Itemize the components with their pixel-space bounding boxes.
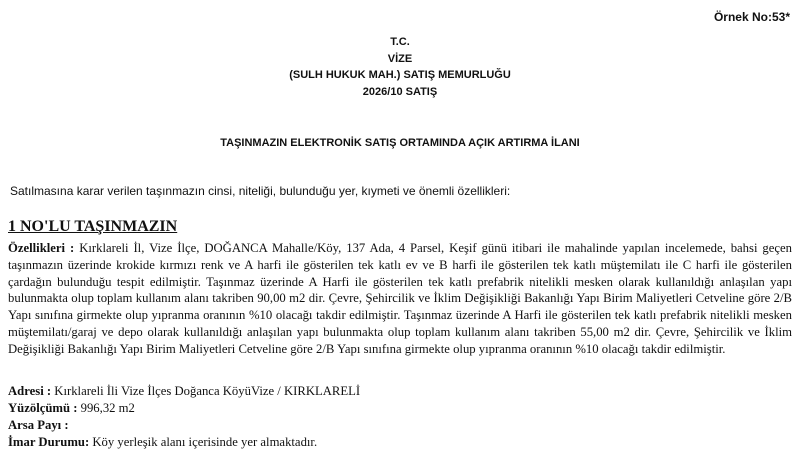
imar-label: İmar Durumu: — [8, 435, 90, 449]
arsa-payi-label: Arsa Payı : — [8, 418, 69, 432]
imar-row — [8, 434, 317, 451]
yuzolcumu-label: Yüzölçümü : — [8, 401, 78, 415]
header-case-number: 2026/10 SATIŞ — [362, 85, 438, 98]
ozellikler-text: Kırklareli İl, Vize İlçe, DOĞANCA Mahalle/Köy, 137 Ada, 4 Parsel, Keşif günü itibari ile mahalinde yapılan incelemede, bahsi geçen taşınmazın üzerinde krokide kırmızı renk ve A harfi ile gösterilen tek katlı ev ve B harfi ile gösterilen tek katlı müştemilatı ile C harfi ile gösterilen çardağın bulunduğu tespit edilmiştir. Taşınmaz üzerinde A Harfi ile gösterilen tek katlı prefabrik nitelikli mesken olarak kullanıldığı anlaşılan yapı bulunmakta olup toplam kullanım alanı takriben 90,00 m2 dir. Çevre, Şehircilik ve İklim Değişikliği Bakanlığı Yapı Birim Maliyetleri Cetveline göre 2/B Yapı sınıfına girmekte olup yıpranma oranının %10 olacağı takdir edilmiştir. Taşınmaz üzerinde A Harfi ile gösterilen tek katlı prefabrik nitelikli mesken müştemilatı/garaj ve depo olarak kullanıldığı anlaşılan yapı bulunmakta olup toplam kullanım alanı takriben 55,00 m2 dir. Çevre, Şehircilik ve İklim Değişikliği Bakanlığı Yapı Birim Maliyetleri Cetveline göre 2/B Yapı sınıfına girmekte olup yıpranma oranının %10 olacağı takdir edilmiştir. — [8, 241, 793, 356]
document-header — [0, 34, 800, 100]
intro-text: Satılmasına karar verilen taşınmazın cinsi, niteliği, bulunduğu yer, kıymeti ve önemli özellikleri: — [10, 184, 511, 198]
yuzolcumu-row — [8, 400, 135, 417]
arsa-payi-row — [8, 417, 69, 434]
adres-row — [8, 383, 360, 400]
adres-value: Kırklareli İli Vize İlçes Doğanca KöyüVize / KIRKLARELİ — [54, 384, 361, 398]
ozellikler-paragraph — [8, 240, 792, 358]
yuzolcumu-value: 996,32 m2 — [80, 401, 135, 415]
ornek-number: Örnek No:53* — [713, 10, 790, 24]
ozellikler-label: Özellikleri : — [8, 241, 75, 255]
property-heading: 1 NO'LU TAŞINMAZIN — [8, 218, 178, 235]
imar-value: Köy yerleşik alanı içerisinde yer almaktadır. — [92, 435, 318, 449]
announcement-title: TAŞINMAZIN ELEKTRONİK SATIŞ ORTAMINDA AÇIK ARTIRMA İLANI — [220, 137, 580, 149]
header-office: (SULH HUKUK MAH.) SATIŞ MEMURLUĞU — [289, 69, 511, 81]
header-city: VİZE — [387, 52, 413, 65]
adres-label: Adresi : — [8, 384, 52, 398]
header-tc: T.C. — [390, 36, 410, 48]
